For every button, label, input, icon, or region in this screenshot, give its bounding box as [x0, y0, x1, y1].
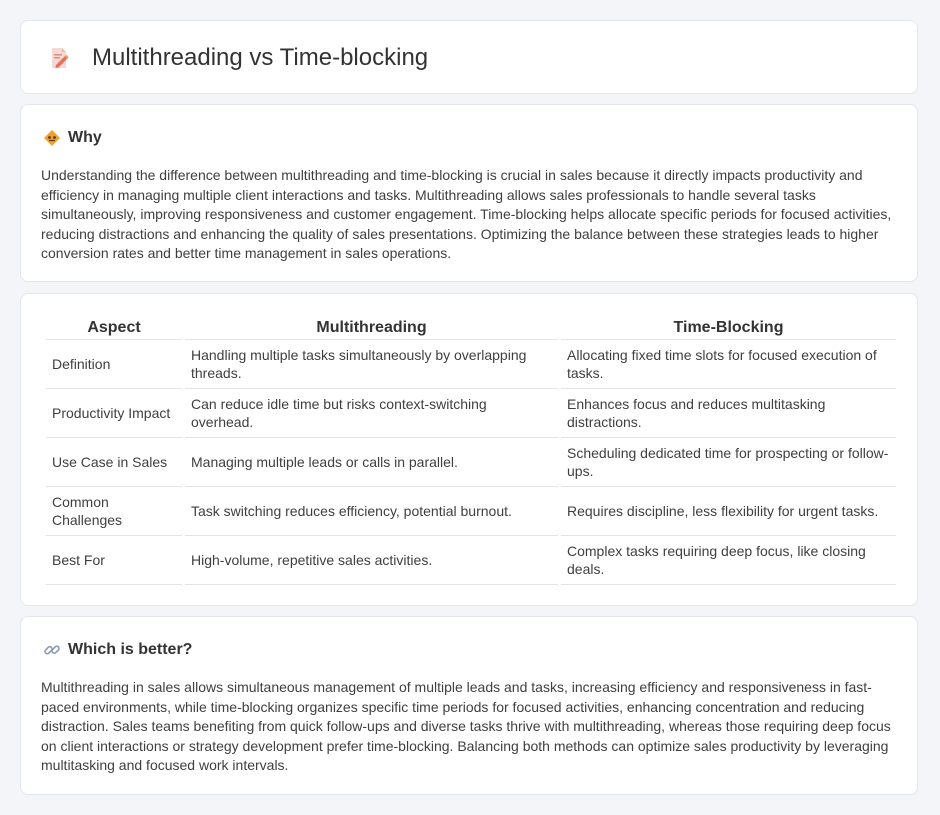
- row-aspect: Use Case in Sales: [46, 438, 182, 487]
- page-title: Multithreading vs Time-blocking: [92, 44, 429, 71]
- row-multithreading: Task switching reduces efficiency, potential burnout.: [185, 487, 558, 536]
- table-row: [46, 438, 896, 487]
- table-header-row: [46, 317, 896, 340]
- row-time-blocking: Allocating fixed time slots for focused execution of tasks.: [561, 340, 896, 389]
- table-row: [46, 340, 896, 389]
- row-time-blocking: Scheduling dedicated time for prospecting or follow-ups.: [561, 438, 896, 487]
- comparison-card: [20, 293, 918, 606]
- row-aspect: Common Challenges: [46, 487, 182, 536]
- table-row: [46, 536, 896, 585]
- why-card: [20, 104, 918, 282]
- header-aspect: Aspect: [46, 317, 182, 340]
- why-heading: Why: [68, 129, 102, 146]
- why-text: Understanding the difference between multithreading and time-blocking is crucial in sales because it directly impacts productivity and efficiency in managing multiple client interactions and tasks. Multithreading allows sales professionals to handle several tasks simultaneously, improving responsiveness and customer engagement. Time-blocking helps allocate specific periods for focused activities, reducing distractions and enhancing the quality of sales presentations. Optimizing the balance between these strategies leads to higher conversion rates and better time management in sales operations.: [41, 167, 892, 262]
- comparison-table: [43, 317, 899, 585]
- row-multithreading: Handling multiple tasks simultaneously by overlapping threads.: [185, 340, 558, 389]
- table-row: [46, 389, 896, 438]
- row-multithreading: Can reduce idle time but risks context-switching overhead.: [185, 389, 558, 438]
- better-heading: Which is better?: [68, 641, 193, 658]
- row-aspect: Productivity Impact: [46, 389, 182, 438]
- better-heading-row: [43, 639, 192, 661]
- row-time-blocking: Enhances focus and reduces multitasking distractions.: [561, 389, 896, 438]
- row-aspect: Best For: [46, 536, 182, 585]
- row-time-blocking: Requires discipline, less flexibility for urgent tasks.: [561, 487, 896, 536]
- diamond-warning-icon: [43, 129, 61, 147]
- row-multithreading: Managing multiple leads or calls in parallel.: [185, 438, 558, 487]
- better-text: Multithreading in sales allows simultaneous management of multiple leads and tasks, increasing efficiency and responsiveness in fast-paced environments, while time-blocking organizes specific time periods for focused activities, enhancing concentration and reducing distraction. Sales teams benefiting from quick follow-ups and diverse tasks thrive with multithreading, whereas those requiring deep focus on client interactions or strategy development prefer time-blocking. Balancing both methods can optimize sales productivity by leveraging multitasking and focused work intervals.: [41, 679, 891, 774]
- table-row: [46, 487, 896, 536]
- better-card: [20, 616, 918, 795]
- header-multithreading: Multithreading: [185, 317, 558, 340]
- header-time-blocking: Time-Blocking: [561, 317, 896, 340]
- title-card: [20, 20, 918, 94]
- why-heading-row: [43, 127, 102, 149]
- row-time-blocking: Complex tasks requiring deep focus, like closing deals.: [561, 536, 896, 585]
- row-aspect: Definition: [46, 340, 182, 389]
- document-pencil-icon: [47, 46, 71, 70]
- link-icon: [43, 641, 61, 659]
- row-multithreading: High-volume, repetitive sales activities.: [185, 536, 558, 585]
